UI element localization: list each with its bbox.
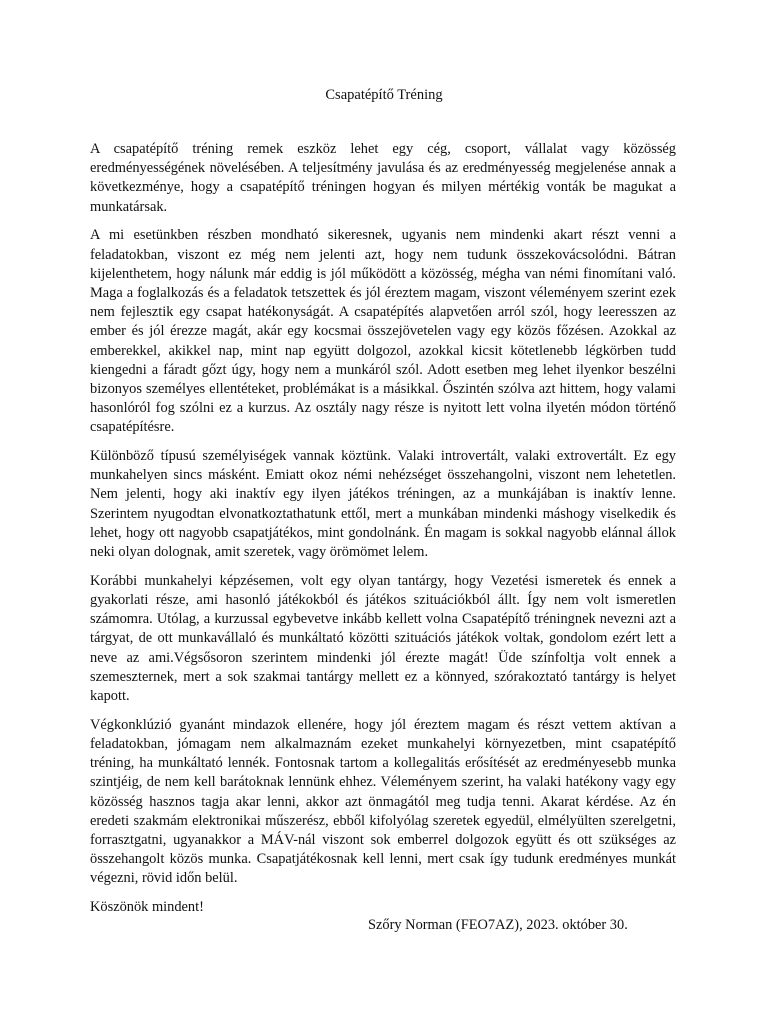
paragraph-3: Különböző típusú személyiségek vannak köztünk. Valaki introvertált, valaki extrovertált. Ez egy munkahelyen sincs másként. Emiatt okoz némi nehézséget összehangolni, viszont nem lehetetlen. Nem jelenti, hogy aki inaktív egy ilyen játékos tréningen, az a munkájában is inaktív lenne. Szerintem nyugodtan elvonatkoztathatunk ettől, mert a munkában mindenki máshogy viselkedik és lehet, hogy ott nagyobb csapatjátékos, mint gondolnánk. Én magam is sokkal nagyobb elánnal állok neki olyan dolognak, amit szeretek, vagy örömömet lelem. (90, 448, 676, 561)
document-body (90, 140, 676, 927)
closing-line: Köszönök mindent! (90, 899, 204, 916)
paragraph-1: A csapatépítő tréning remek eszköz lehet egy cég, csoport, vállalat vagy közösség eredményességének növelésében. A teljesítmény javulása és az eredményesség megjelenése annak a következménye, hogy a csapatépítő tréningen hogyan és milyen mértékig vonták be magukat a munkatársak. (90, 141, 676, 215)
document-title: Csapatépítő Tréning (325, 87, 443, 103)
paragraph-2: A mi esetünkben részben mondható sikeresnek, ugyanis nem mindenki akart részt venni a feladatokban, viszont ez még nem jelenti azt, hogy nem tudunk összekovácsolódni. Bátran kijelenthetem, hogy nálunk már eddig is jól működött a közösség, mégha van némi finomítani való. Maga a foglalkozás és a feladatok tetszettek és jól éreztem magam, viszont véleményem szerint ezek nem fejlesztik egy csapat hatékonyságát. A csapatépítés alapvetően arról szól, hogy leeresszen az ember és jól érezze magát, akár egy kocsmai összejövetelen vagy egy közös főzésen. Azokkal az emberekkel, akikkel nap, mint nap együtt dolgozol, azokkal kicsit kötetlenebb légkörben tudd kiengedni a fáradt gőzt úgy, hogy nem a munkáról szól. Adott esetben meg lehet ilyenkor beszélni bizonyos személyes ellentéteket, problémákat is a másikkal. Őszintén szólva azt hittem, hogy valami hasonlóról fog szólni ez a kurzus. Az osztály nagy része is nyitott lett volna ilyetén módon történő csapatépítésre. (90, 227, 676, 436)
paragraph-4: Korábbi munkahelyi képzésemen, volt egy olyan tantárgy, hogy Vezetési ismeretek és ennek a gyakorlati része, ami hasonló játékokból és játékos szituációkból állt. Így nem volt ismeretlen számomra. Utólag, a kurzussal egybevetve inkább kellett volna Csapatépítő tréningnek nevezni azt a tárgyat, de ott munkavállaló és munkáltató közötti szituációs játékok voltak, gondolom ezért lett a neve az ami.Végsősoron szerintem mindenki jól érezte magát! Üde színfoltja volt ennek a szemeszternek, mert a sok szakmai tantárgy mellett ez a könnyed, szórakoztató tantárgy is helyet kapott. (90, 572, 676, 704)
signature-line: Szőry Norman (FEO7AZ), 2023. október 30. (368, 917, 628, 933)
paragraph-5: Végkonklúzió gyanánt mindazok ellenére, hogy jól éreztem magam és részt vettem aktívan a feladatokban, jómagam nem alkalmaznám ezeket munkahelyi környezetben, mint csapatépítő tréning, ha munkáltató lennék. Fontosnak tartom a kollegalitás erősítését az eredményesebb munka szintjéig, de nem kell barátoknak lennünk ehhez. Véleményem szerint, ha valaki hatékony vagy egy közösség hasznos tagja akar lenni, akkor azt önmagától meg tudja tenni. Akarat kérdése. Az én eredeti szakmám elektronikai műszerész, ebből kifolyólag szeretek egyedül, elmélyülten szerelgetni, forrasztgatni, ugyanakkor a MÁV-nál viszont sok emberrel dolgozok együtt és ott szükséges az összehangolt közös munka. Csapatjátékosnak kell lenni, mert csak így tudunk eredményes munkát végezni, rövid időn belül. (90, 716, 676, 887)
